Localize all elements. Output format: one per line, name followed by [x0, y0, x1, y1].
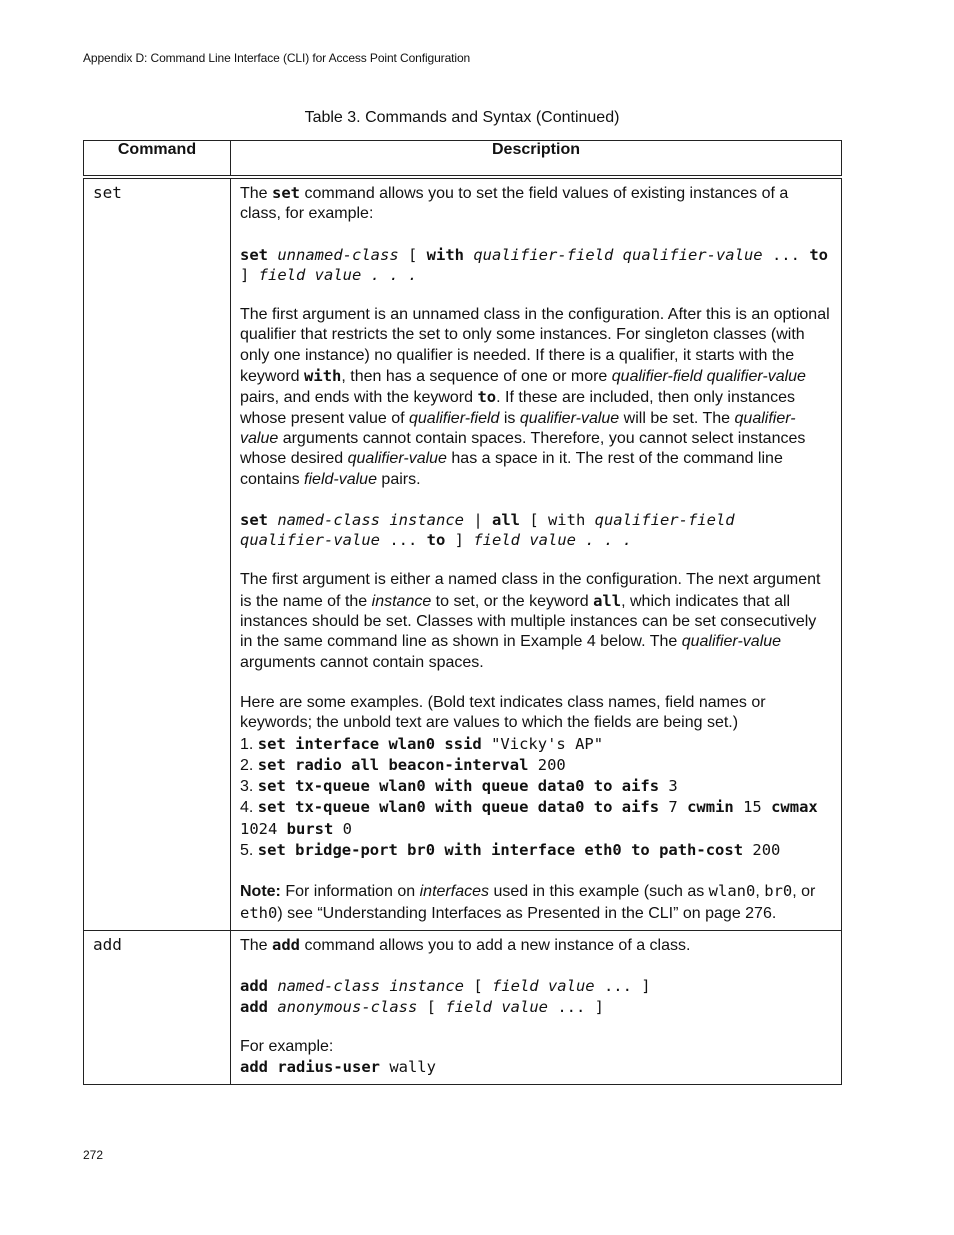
table-caption: Table 3. Commands and Syntax (Continued) [304, 109, 620, 126]
add-syntax-named: add named-class instance [ field value ... ] [240, 977, 651, 996]
example-item: 3. set tx-queue wlan0 with queue data0 to aifs 3 [240, 777, 678, 796]
set-syntax-named: set named-class instance | all [ with qualifier-field qualifier-value ... to ] field value . . . [240, 510, 735, 550]
description-cell [231, 930, 842, 1084]
note: Note: For information on interfaces used in this example (such as wlan0, br0, or eth0) see “Understanding Interfaces as Presented in the CLI” on page 276. [240, 882, 816, 922]
set-unnamed-explanation: The first argument is an unnamed class in the configuration. After this is an optional qualifier that restricts the set to only some instances. For singleton classes (with only one instance) no qualifier is needed. If there is a qualifier, it starts with the keyword with, then has a sequence of one or more qualifier-field qualifier-value pairs, and ends with the keyword to. If these are included, then only instances whose present value of qualifier-field is qualifier-value will be set. The qualifier-value arguments cannot contain spaces. Therefore, you cannot select instances whose desired qualifier-value has a space in it. The rest of the command line contains field-value pairs. [240, 306, 830, 488]
add-example: add radius-user wally [240, 1058, 436, 1077]
example-item: 5. set bridge-port br0 with interface eth0 to path-cost 200 [240, 841, 781, 860]
set-intro: The set command allows you to set the field values of existing instances of a class, for example: [240, 184, 789, 223]
table-row-set [84, 177, 842, 930]
commands-table [83, 140, 842, 1085]
command-cell: add [84, 930, 231, 1084]
add-syntax-anonymous: add anonymous-class [ field value ... ] [240, 997, 604, 1016]
example-item: 1. set interface wlan0 ssid "Vicky's AP" [240, 734, 604, 753]
example-item: 4. set tx-queue wlan0 with queue data0 to aifs 7 cwmin 15 cwmax 1024 burst 0 [240, 798, 818, 838]
table-row-add [84, 930, 842, 1084]
add-example-label: For example: [240, 1037, 334, 1055]
page-number: 272 [83, 1148, 104, 1162]
set-syntax-unnamed: set unnamed-class [ with qualifier-field qualifier-value ... to ] field value . . . [240, 245, 828, 284]
description-cell [231, 177, 842, 930]
column-header-description: Description [231, 141, 842, 178]
table-header-row [84, 141, 842, 178]
example-item: 2. set radio all beacon-interval 200 [240, 755, 566, 774]
examples-intro: Here are some examples. (Bold text indicates class names, field names or keywords; the unbold text are values to which the fields are being set.) [240, 693, 766, 732]
running-head: Appendix D: Command Line Interface (CLI) for Access Point Configuration [83, 51, 471, 65]
column-header-command: Command [84, 141, 231, 178]
add-intro: The add command allows you to add a new instance of a class. [240, 935, 691, 954]
command-cell: set [84, 177, 231, 930]
set-named-explanation: The first argument is either a named class in the configuration. The next argument is the name of the instance to set, or the keyword all, which indicates that all instances should be set. Classes with multiple instances can be set consecutively in the same command line as shown in Example 4 below. The qualifier-value arguments cannot contain spaces. [240, 571, 821, 671]
